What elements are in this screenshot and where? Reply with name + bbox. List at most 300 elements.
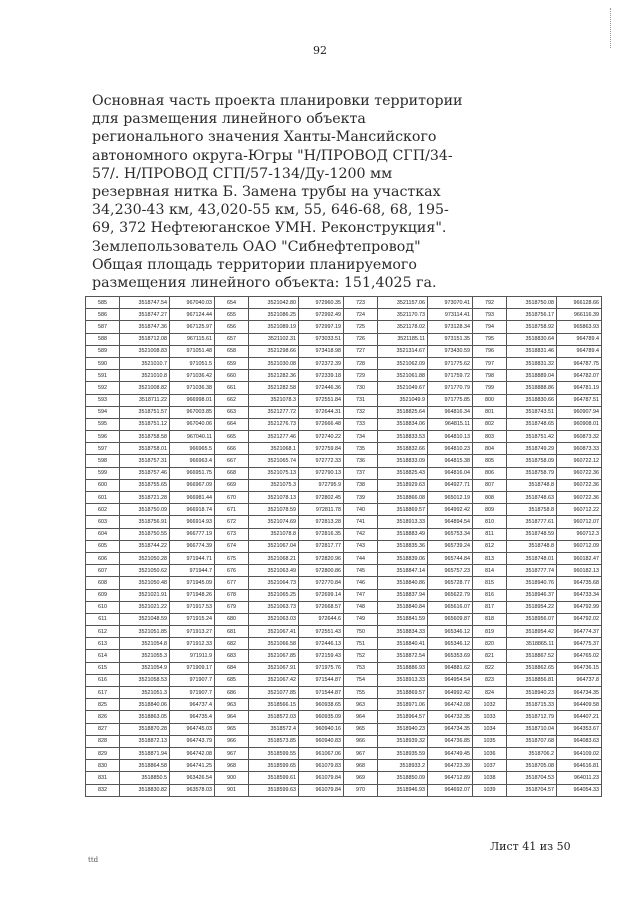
- x-coordinate-cell: 3518751.57: [120, 406, 170, 418]
- point-number-cell: 755: [344, 687, 378, 699]
- table-row: [86, 626, 602, 638]
- y-coordinate-cell: 965353.69: [428, 650, 473, 662]
- y-coordinate-cell: 964815.11: [428, 418, 473, 430]
- point-number-cell: 673: [215, 528, 249, 540]
- title-line: размещения линейного объекта: 151,4025 га.: [92, 275, 437, 292]
- y-coordinate-cell: 972997.19: [299, 321, 344, 333]
- point-number-cell: 966: [215, 735, 249, 747]
- point-number-cell: 602: [86, 504, 120, 516]
- point-number-cell: 970: [344, 784, 378, 796]
- point-number-cell: 597: [86, 443, 120, 455]
- point-number-cell: 744: [344, 552, 378, 564]
- table-row: [86, 650, 602, 662]
- y-coordinate-cell: 965616.07: [428, 601, 473, 613]
- point-number-cell: 728: [344, 357, 378, 369]
- point-number-cell: 656: [215, 321, 249, 333]
- x-coordinate-cell: 3521086.25: [249, 309, 299, 321]
- point-number-cell: 595: [86, 418, 120, 430]
- y-coordinate-cell: 960873.33: [557, 443, 602, 455]
- x-coordinate-cell: 3518599.55: [249, 747, 299, 759]
- y-coordinate-cell: 967115.61: [170, 333, 215, 345]
- x-coordinate-cell: 3518704.57: [507, 784, 557, 796]
- y-coordinate-cell: 960940.83: [299, 735, 344, 747]
- y-coordinate-cell: 973128.34: [428, 321, 473, 333]
- y-coordinate-cell: 964083.63: [557, 735, 602, 747]
- point-number-cell: 601: [86, 492, 120, 504]
- x-coordinate-cell: 3521067.85: [249, 650, 299, 662]
- y-coordinate-cell: 964409.58: [557, 699, 602, 711]
- x-coordinate-cell: 3518872.13: [120, 735, 170, 747]
- x-coordinate-cell: 3521050.28: [120, 552, 170, 564]
- table-row: [86, 577, 602, 589]
- point-number-cell: 746: [344, 577, 378, 589]
- x-coordinate-cell: 3518751.12: [120, 418, 170, 430]
- point-number-cell: 747: [344, 589, 378, 601]
- point-number-cell: 1036: [473, 747, 507, 759]
- point-number-cell: 968: [215, 760, 249, 772]
- x-coordinate-cell: 3518940.23: [507, 687, 557, 699]
- point-number-cell: 809: [473, 504, 507, 516]
- y-coordinate-cell: 960940.16: [299, 723, 344, 735]
- y-coordinate-cell: 972699.14: [299, 589, 344, 601]
- y-coordinate-cell: 964789.4: [557, 345, 602, 357]
- y-coordinate-cell: 965346.12: [428, 626, 473, 638]
- y-coordinate-cell: 964109.02: [557, 747, 602, 759]
- x-coordinate-cell: 3518712.79: [507, 711, 557, 723]
- x-coordinate-cell: 3521178.02: [378, 321, 428, 333]
- y-coordinate-cell: 965863.93: [557, 321, 602, 333]
- y-coordinate-cell: 964815.38: [428, 455, 473, 467]
- point-number-cell: 965: [215, 723, 249, 735]
- x-coordinate-cell: 3518747.27: [120, 309, 170, 321]
- x-coordinate-cell: 3518883.49: [378, 528, 428, 540]
- x-coordinate-cell: 3518758.01: [120, 443, 170, 455]
- point-number-cell: 812: [473, 540, 507, 552]
- table-row: [86, 394, 602, 406]
- y-coordinate-cell: 972644.31: [299, 406, 344, 418]
- table-row: [86, 589, 602, 601]
- x-coordinate-cell: 3521050.62: [120, 565, 170, 577]
- x-coordinate-cell: 3518748.8: [507, 479, 557, 491]
- x-coordinate-cell: 3521068.1: [249, 443, 299, 455]
- y-coordinate-cell: 965757.23: [428, 565, 473, 577]
- x-coordinate-cell: 3518833.53: [378, 431, 428, 443]
- y-coordinate-cell: 972960.35: [299, 297, 344, 309]
- y-coordinate-cell: 964054.33: [557, 784, 602, 796]
- x-coordinate-cell: 3521061.88: [378, 370, 428, 382]
- y-coordinate-cell: 960722.36: [557, 492, 602, 504]
- table-row: [86, 321, 602, 333]
- x-coordinate-cell: 3518599.61: [249, 772, 299, 784]
- point-number-cell: 797: [473, 357, 507, 369]
- table-row: [86, 601, 602, 613]
- y-coordinate-cell: 964992.42: [428, 687, 473, 699]
- x-coordinate-cell: 3518946.37: [507, 589, 557, 601]
- y-coordinate-cell: 964353.67: [557, 723, 602, 735]
- y-coordinate-cell: 966963.4: [170, 455, 215, 467]
- y-coordinate-cell: 966981.44: [170, 492, 215, 504]
- table-row: [86, 345, 602, 357]
- point-number-cell: 803: [473, 431, 507, 443]
- point-number-cell: 968: [344, 760, 378, 772]
- point-number-cell: 590: [86, 357, 120, 369]
- point-number-cell: 752: [344, 650, 378, 662]
- point-number-cell: 754: [344, 674, 378, 686]
- x-coordinate-cell: 3518871.94: [120, 747, 170, 759]
- point-number-cell: 615: [86, 662, 120, 674]
- point-number-cell: 800: [473, 394, 507, 406]
- y-coordinate-cell: 964011.23: [557, 772, 602, 784]
- y-coordinate-cell: 964732.35: [428, 711, 473, 723]
- point-number-cell: 1035: [473, 735, 507, 747]
- y-coordinate-cell: 971051.5: [170, 357, 215, 369]
- coordinates-table: [85, 296, 602, 797]
- y-coordinate-cell: 965739.24: [428, 540, 473, 552]
- y-coordinate-cell: 966116.39: [557, 309, 602, 321]
- x-coordinate-cell: 3518954.22: [507, 601, 557, 613]
- point-number-cell: 816: [473, 589, 507, 601]
- x-coordinate-cell: 3518935.59: [378, 747, 428, 759]
- point-number-cell: 741: [344, 516, 378, 528]
- y-coordinate-cell: 960712.22: [557, 504, 602, 516]
- point-number-cell: 664: [215, 418, 249, 430]
- x-coordinate-cell: 3518831.32: [507, 357, 557, 369]
- point-number-cell: 964: [344, 711, 378, 723]
- x-coordinate-cell: 3521102.31: [249, 333, 299, 345]
- point-number-cell: 672: [215, 516, 249, 528]
- point-number-cell: 609: [86, 589, 120, 601]
- point-number-cell: 794: [473, 321, 507, 333]
- table-row: [86, 613, 602, 625]
- y-coordinate-cell: 972816.35: [299, 528, 344, 540]
- x-coordinate-cell: 3521064.73: [249, 577, 299, 589]
- point-number-cell: 727: [344, 345, 378, 357]
- point-number-cell: 585: [86, 297, 120, 309]
- x-coordinate-cell: 3518777.61: [507, 516, 557, 528]
- y-coordinate-cell: 971759.72: [428, 370, 473, 382]
- y-coordinate-cell: 971915.24: [170, 613, 215, 625]
- x-coordinate-cell: 3521185.11: [378, 333, 428, 345]
- point-number-cell: 666: [215, 443, 249, 455]
- table-row: [86, 784, 602, 796]
- x-coordinate-cell: 3521062.09: [378, 357, 428, 369]
- y-coordinate-cell: 971913.27: [170, 626, 215, 638]
- y-coordinate-cell: 973114.41: [428, 309, 473, 321]
- point-number-cell: 749: [344, 613, 378, 625]
- point-number-cell: 751: [344, 638, 378, 650]
- y-coordinate-cell: 972159.43: [299, 650, 344, 662]
- y-coordinate-cell: 964810.23: [428, 443, 473, 455]
- point-number-cell: 802: [473, 418, 507, 430]
- point-number-cell: 724: [344, 309, 378, 321]
- x-coordinate-cell: 3518964.57: [378, 711, 428, 723]
- x-coordinate-cell: 3518747.54: [120, 297, 170, 309]
- x-coordinate-cell: 3521050.48: [120, 577, 170, 589]
- y-coordinate-cell: 964723.39: [428, 760, 473, 772]
- point-number-cell: 593: [86, 394, 120, 406]
- y-coordinate-cell: 972339.18: [299, 370, 344, 382]
- x-coordinate-cell: 3518865.11: [507, 638, 557, 650]
- point-number-cell: 682: [215, 638, 249, 650]
- x-coordinate-cell: 3518830.64: [507, 333, 557, 345]
- x-coordinate-cell: 3518869.57: [378, 504, 428, 516]
- y-coordinate-cell: 972740.22: [299, 431, 344, 443]
- y-coordinate-cell: 972772.33: [299, 455, 344, 467]
- y-coordinate-cell: 972795.9: [299, 479, 344, 491]
- point-number-cell: 613: [86, 638, 120, 650]
- y-coordinate-cell: 972811.78: [299, 504, 344, 516]
- y-coordinate-cell: 971975.76: [299, 662, 344, 674]
- y-coordinate-cell: 964735.4: [170, 711, 215, 723]
- x-coordinate-cell: 3518756.17: [507, 309, 557, 321]
- x-coordinate-cell: 3521078.3: [249, 394, 299, 406]
- x-coordinate-cell: 3521078.8: [249, 528, 299, 540]
- y-coordinate-cell: 966998.01: [170, 394, 215, 406]
- y-coordinate-cell: 971544.87: [299, 674, 344, 686]
- point-number-cell: 600: [86, 479, 120, 491]
- table-row: [86, 674, 602, 686]
- point-number-cell: 678: [215, 589, 249, 601]
- point-number-cell: 965: [344, 723, 378, 735]
- y-coordinate-cell: 967125.97: [170, 321, 215, 333]
- point-number-cell: 753: [344, 662, 378, 674]
- table-row: [86, 699, 602, 711]
- x-coordinate-cell: 3518599.63: [249, 784, 299, 796]
- y-coordinate-cell: 971036.42: [170, 370, 215, 382]
- x-coordinate-cell: 3521077.85: [249, 687, 299, 699]
- y-coordinate-cell: 965609.87: [428, 613, 473, 625]
- point-number-cell: 820: [473, 638, 507, 650]
- x-coordinate-cell: 3521049.67: [378, 382, 428, 394]
- point-number-cell: 799: [473, 382, 507, 394]
- x-coordinate-cell: 3518888.86: [507, 382, 557, 394]
- y-coordinate-cell: 971944.7: [170, 565, 215, 577]
- y-coordinate-cell: 963426.54: [170, 772, 215, 784]
- x-coordinate-cell: 3521067.04: [249, 540, 299, 552]
- x-coordinate-cell: 3518837.94: [378, 589, 428, 601]
- point-number-cell: 969: [344, 772, 378, 784]
- x-coordinate-cell: 3521054.8: [120, 638, 170, 650]
- x-coordinate-cell: 3518940.76: [507, 577, 557, 589]
- table-row: [86, 467, 602, 479]
- y-coordinate-cell: 971907.7: [170, 674, 215, 686]
- point-number-cell: 662: [215, 394, 249, 406]
- y-coordinate-cell: 966965.5: [170, 443, 215, 455]
- y-coordinate-cell: 961079.83: [299, 760, 344, 772]
- point-number-cell: 804: [473, 443, 507, 455]
- point-number-cell: 607: [86, 565, 120, 577]
- y-coordinate-cell: 971775.85: [428, 394, 473, 406]
- y-coordinate-cell: 965728.77: [428, 577, 473, 589]
- x-coordinate-cell: 3518832.66: [378, 443, 428, 455]
- y-coordinate-cell: 972644.6: [299, 613, 344, 625]
- point-number-cell: 830: [86, 760, 120, 772]
- x-coordinate-cell: 3518856.81: [507, 674, 557, 686]
- point-number-cell: 660: [215, 370, 249, 382]
- point-number-cell: 742: [344, 528, 378, 540]
- y-coordinate-cell: 964792.02: [557, 613, 602, 625]
- point-number-cell: 801: [473, 406, 507, 418]
- y-coordinate-cell: 971944.71: [170, 552, 215, 564]
- table-row: [86, 297, 602, 309]
- point-number-cell: 586: [86, 309, 120, 321]
- y-coordinate-cell: 967040.03: [170, 297, 215, 309]
- x-coordinate-cell: 3521298.66: [249, 345, 299, 357]
- y-coordinate-cell: 966967.09: [170, 479, 215, 491]
- x-coordinate-cell: 3521067.41: [249, 626, 299, 638]
- point-number-cell: 819: [473, 626, 507, 638]
- x-coordinate-cell: 3518756.91: [120, 516, 170, 528]
- x-coordinate-cell: 3518566.15: [249, 699, 299, 711]
- y-coordinate-cell: 973033.51: [299, 333, 344, 345]
- point-number-cell: 963: [215, 699, 249, 711]
- point-number-cell: 1039: [473, 784, 507, 796]
- y-coordinate-cell: 965012.19: [428, 492, 473, 504]
- x-coordinate-cell: 3518750.55: [120, 528, 170, 540]
- table-row: [86, 565, 602, 577]
- title-line: Общая площадь территории планируемого: [92, 256, 417, 273]
- y-coordinate-cell: 964742.08: [428, 699, 473, 711]
- x-coordinate-cell: 3518863.05: [120, 711, 170, 723]
- x-coordinate-cell: 3518573.85: [249, 735, 299, 747]
- y-coordinate-cell: 967124.44: [170, 309, 215, 321]
- x-coordinate-cell: 3521051.3: [120, 687, 170, 699]
- corner-mark: ttd: [88, 856, 99, 864]
- y-coordinate-cell: 964775.37: [557, 638, 602, 650]
- x-coordinate-cell: 3521067.42: [249, 674, 299, 686]
- y-coordinate-cell: 960722.12: [557, 455, 602, 467]
- point-number-cell: 598: [86, 455, 120, 467]
- y-coordinate-cell: 971907.7: [170, 687, 215, 699]
- point-number-cell: 900: [215, 772, 249, 784]
- x-coordinate-cell: 3521078.13: [249, 492, 299, 504]
- y-coordinate-cell: 972551.43: [299, 626, 344, 638]
- x-coordinate-cell: 3521048.59: [120, 613, 170, 625]
- x-coordinate-cell: 3518834.33: [378, 626, 428, 638]
- x-coordinate-cell: 3521157.06: [378, 297, 428, 309]
- y-coordinate-cell: 973430.59: [428, 345, 473, 357]
- y-coordinate-cell: 971948.26: [170, 589, 215, 601]
- document-title: [92, 92, 512, 292]
- x-coordinate-cell: 3518750.08: [507, 297, 557, 309]
- point-number-cell: 603: [86, 516, 120, 528]
- x-coordinate-cell: 3518757.31: [120, 455, 170, 467]
- point-number-cell: 587: [86, 321, 120, 333]
- y-coordinate-cell: 964734.35: [428, 723, 473, 735]
- x-coordinate-cell: 3518840.84: [378, 601, 428, 613]
- point-number-cell: 1034: [473, 723, 507, 735]
- point-number-cell: 805: [473, 455, 507, 467]
- point-number-cell: 661: [215, 382, 249, 394]
- y-coordinate-cell: 960722.36: [557, 467, 602, 479]
- point-number-cell: 1038: [473, 772, 507, 784]
- point-number-cell: 745: [344, 565, 378, 577]
- point-number-cell: 815: [473, 577, 507, 589]
- table-row: [86, 333, 602, 345]
- y-coordinate-cell: 971770.79: [428, 382, 473, 394]
- table-row: [86, 540, 602, 552]
- y-coordinate-cell: 971775.62: [428, 357, 473, 369]
- x-coordinate-cell: 3518825.43: [378, 467, 428, 479]
- x-coordinate-cell: 3518833.09: [378, 455, 428, 467]
- y-coordinate-cell: 961079.84: [299, 772, 344, 784]
- x-coordinate-cell: 3518913.33: [378, 674, 428, 686]
- table-row: [86, 370, 602, 382]
- point-number-cell: 599: [86, 467, 120, 479]
- x-coordinate-cell: 3521074.69: [249, 516, 299, 528]
- point-number-cell: 967: [344, 747, 378, 759]
- x-coordinate-cell: 3518841.59: [378, 613, 428, 625]
- point-number-cell: 963: [344, 699, 378, 711]
- point-number-cell: 596: [86, 431, 120, 443]
- point-number-cell: 671: [215, 504, 249, 516]
- point-number-cell: 604: [86, 528, 120, 540]
- y-coordinate-cell: 972668.57: [299, 601, 344, 613]
- coordinates-table-wrapper: [85, 296, 599, 797]
- point-number-cell: 813: [473, 552, 507, 564]
- y-coordinate-cell: 964787.75: [557, 357, 602, 369]
- y-coordinate-cell: 964816.04: [428, 467, 473, 479]
- x-coordinate-cell: 3521075.3: [249, 479, 299, 491]
- x-coordinate-cell: 3518704.53: [507, 772, 557, 784]
- x-coordinate-cell: 3518758.92: [507, 321, 557, 333]
- x-coordinate-cell: 3518830.66: [507, 394, 557, 406]
- x-coordinate-cell: 3518847.14: [378, 565, 428, 577]
- y-coordinate-cell: 964881.62: [428, 662, 473, 674]
- table-row: [86, 516, 602, 528]
- x-coordinate-cell: 3518886.93: [378, 662, 428, 674]
- point-number-cell: 610: [86, 601, 120, 613]
- page-number: 92: [313, 44, 327, 57]
- point-number-cell: 740: [344, 504, 378, 516]
- y-coordinate-cell: 972446.36: [299, 382, 344, 394]
- point-number-cell: 966: [344, 735, 378, 747]
- y-coordinate-cell: 965744.84: [428, 552, 473, 564]
- point-number-cell: 807: [473, 479, 507, 491]
- x-coordinate-cell: 3518830.82: [120, 784, 170, 796]
- y-coordinate-cell: 964734.35: [557, 687, 602, 699]
- y-coordinate-cell: 972770.84: [299, 577, 344, 589]
- y-coordinate-cell: 964927.71: [428, 479, 473, 491]
- x-coordinate-cell: 3521282.58: [249, 382, 299, 394]
- y-coordinate-cell: 964992.42: [428, 504, 473, 516]
- point-number-cell: 655: [215, 309, 249, 321]
- x-coordinate-cell: 3518744.22: [120, 540, 170, 552]
- x-coordinate-cell: 3518706.2: [507, 747, 557, 759]
- table-row: [86, 528, 602, 540]
- y-coordinate-cell: 960712.07: [557, 516, 602, 528]
- title-line: Землепользователь ОАО "Сибнефтепровод": [92, 238, 421, 255]
- y-coordinate-cell: 965346.12: [428, 638, 473, 650]
- point-number-cell: 825: [86, 699, 120, 711]
- x-coordinate-cell: 3521054.9: [120, 662, 170, 674]
- x-coordinate-cell: 3518869.57: [378, 687, 428, 699]
- x-coordinate-cell: 3521010.7: [120, 357, 170, 369]
- point-number-cell: 796: [473, 345, 507, 357]
- x-coordinate-cell: 3521021.91: [120, 589, 170, 601]
- x-coordinate-cell: 3518748.63: [507, 492, 557, 504]
- x-coordinate-cell: 3518755.65: [120, 479, 170, 491]
- point-number-cell: 735: [344, 443, 378, 455]
- table-row: [86, 735, 602, 747]
- y-coordinate-cell: 964742.08: [170, 747, 215, 759]
- x-coordinate-cell: 3518710.04: [507, 723, 557, 735]
- point-number-cell: 822: [473, 662, 507, 674]
- x-coordinate-cell: 3521314.67: [378, 345, 428, 357]
- x-coordinate-cell: 3518757.46: [120, 467, 170, 479]
- x-coordinate-cell: 3518933.2: [378, 760, 428, 772]
- table-row: [86, 638, 602, 650]
